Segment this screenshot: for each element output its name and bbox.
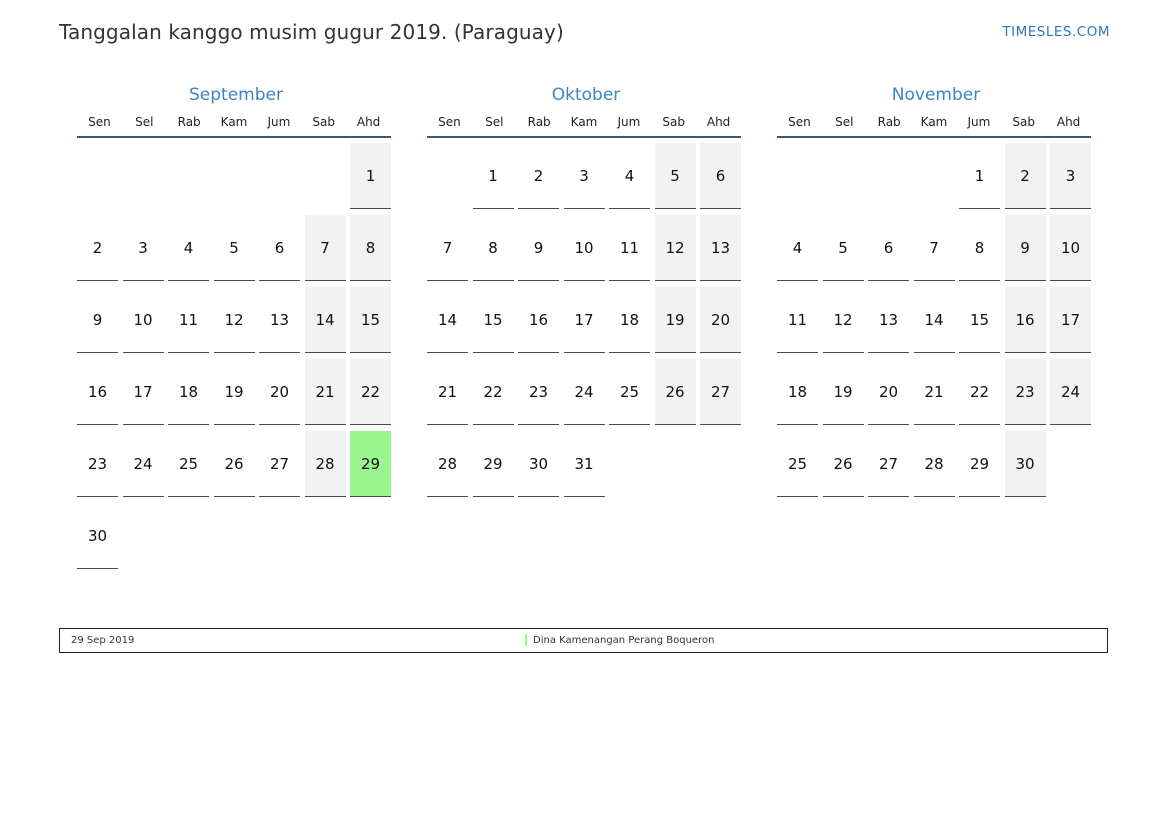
month-title: Oktober [551, 85, 621, 105]
weekday-label: Kam [920, 115, 948, 129]
day-cell: 14 [305, 287, 346, 353]
month-september [77, 84, 395, 569]
day-cell: 28 [427, 431, 468, 497]
weekday-label: Kam [570, 115, 598, 129]
day-cell: 9 [1005, 215, 1046, 281]
day-cell: 25 [609, 359, 650, 425]
weekday-label: Kam [220, 115, 248, 129]
day-cell: 28 [914, 431, 955, 497]
day-cell: 1 [350, 143, 391, 209]
day-cell: 20 [259, 359, 300, 425]
page-title: Tanggalan kanggo musim gugur 2019. (Paraguay) [59, 20, 564, 44]
day-cell: 3 [123, 215, 164, 281]
empty-cell [914, 143, 955, 209]
empty-cell [427, 143, 468, 209]
day-cell: 10 [1050, 215, 1091, 281]
empty-cell [77, 143, 118, 209]
day-cell: 16 [77, 359, 118, 425]
empty-cell [123, 143, 164, 209]
day-cell: 19 [823, 359, 864, 425]
day-grid [77, 143, 395, 569]
empty-cell [305, 143, 346, 209]
weekday-header [427, 114, 741, 138]
day-cell: 7 [914, 215, 955, 281]
day-cell: 24 [1050, 359, 1091, 425]
day-cell: 8 [473, 215, 514, 281]
day-cell: 29 [473, 431, 514, 497]
day-cell: 31 [564, 431, 605, 497]
day-cell: 26 [655, 359, 696, 425]
day-cell: 6 [868, 215, 909, 281]
day-grid [427, 143, 745, 497]
day-cell: 24 [123, 431, 164, 497]
weekday-label: Sen [788, 115, 811, 129]
day-cell: 22 [350, 359, 391, 425]
weekday-label: Sen [438, 115, 461, 129]
day-cell: 12 [214, 287, 255, 353]
month-title: September [189, 85, 283, 105]
day-cell: 10 [123, 287, 164, 353]
day-cell: 6 [700, 143, 741, 209]
day-cell: 2 [518, 143, 559, 209]
day-cell: 2 [1005, 143, 1046, 209]
day-cell: 17 [123, 359, 164, 425]
empty-cell [823, 143, 864, 209]
month-november [777, 84, 1095, 497]
day-cell: 10 [564, 215, 605, 281]
day-cell: 8 [959, 215, 1000, 281]
day-cell: 18 [168, 359, 209, 425]
day-cell: 11 [168, 287, 209, 353]
day-cell: 12 [655, 215, 696, 281]
day-grid [777, 143, 1095, 497]
day-cell: 21 [427, 359, 468, 425]
empty-cell [214, 143, 255, 209]
month-title: November [891, 85, 981, 105]
day-cell: 30 [1005, 431, 1046, 497]
empty-cell [259, 143, 300, 209]
day-cell: 9 [518, 215, 559, 281]
day-cell: 13 [868, 287, 909, 353]
legend-date: 29 Sep 2019 [71, 635, 135, 646]
day-cell: 13 [700, 215, 741, 281]
day-cell: 6 [259, 215, 300, 281]
weekday-label: Sab [312, 115, 336, 129]
empty-cell [777, 143, 818, 209]
day-cell: 3 [564, 143, 605, 209]
day-cell: 26 [823, 431, 864, 497]
day-cell: 2 [77, 215, 118, 281]
weekday-label: Sab [662, 115, 686, 129]
day-cell: 25 [777, 431, 818, 497]
weekday-label: Rab [177, 115, 201, 129]
day-cell: 8 [350, 215, 391, 281]
day-cell: 29 [959, 431, 1000, 497]
day-cell: 19 [214, 359, 255, 425]
day-cell: 27 [868, 431, 909, 497]
day-cell: 13 [259, 287, 300, 353]
day-cell: 11 [777, 287, 818, 353]
holiday-legend [59, 628, 1108, 653]
weekday-label: Ahd [356, 115, 381, 129]
weekday-label: Sen [88, 115, 111, 129]
day-cell: 20 [868, 359, 909, 425]
day-cell: 4 [777, 215, 818, 281]
day-cell: 23 [1005, 359, 1046, 425]
weekday-label: Jum [617, 115, 641, 129]
day-cell: 18 [609, 287, 650, 353]
day-cell: 7 [427, 215, 468, 281]
day-cell: 5 [655, 143, 696, 209]
weekday-header [777, 114, 1091, 138]
empty-cell [168, 143, 209, 209]
month-oktober [427, 84, 745, 497]
day-cell: 30 [77, 503, 118, 569]
day-cell: 24 [564, 359, 605, 425]
empty-cell [868, 143, 909, 209]
day-cell: 22 [473, 359, 514, 425]
day-cell: 5 [214, 215, 255, 281]
day-cell: 23 [77, 431, 118, 497]
day-cell: 18 [777, 359, 818, 425]
weekday-label: Sel [835, 115, 854, 129]
day-cell: 5 [823, 215, 864, 281]
weekday-label: Rab [527, 115, 551, 129]
day-cell: 16 [518, 287, 559, 353]
day-cell: 17 [564, 287, 605, 353]
day-cell: 12 [823, 287, 864, 353]
day-cell: 28 [305, 431, 346, 497]
weekday-label: Ahd [1056, 115, 1081, 129]
weekday-label: Sab [1012, 115, 1036, 129]
day-cell: 3 [1050, 143, 1091, 209]
day-cell: 11 [609, 215, 650, 281]
weekday-label: Rab [877, 115, 901, 129]
day-cell: 27 [259, 431, 300, 497]
day-cell: 15 [473, 287, 514, 353]
day-cell: 19 [655, 287, 696, 353]
day-cell: 20 [700, 287, 741, 353]
day-cell: 14 [914, 287, 955, 353]
weekday-header [77, 114, 391, 138]
weekday-label: Sel [135, 115, 154, 129]
legend-color-marker [525, 634, 527, 646]
weekday-label: Jum [967, 115, 991, 129]
day-cell: 16 [1005, 287, 1046, 353]
weekday-label: Jum [267, 115, 291, 129]
holiday-day-cell: 29 [350, 431, 391, 497]
legend-holiday-name: Dina Kamenangan Perang Boqueron [533, 635, 715, 646]
day-cell: 15 [350, 287, 391, 353]
day-cell: 9 [77, 287, 118, 353]
day-cell: 14 [427, 287, 468, 353]
day-cell: 21 [305, 359, 346, 425]
day-cell: 7 [305, 215, 346, 281]
day-cell: 30 [518, 431, 559, 497]
day-cell: 27 [700, 359, 741, 425]
weekday-label: Sel [485, 115, 504, 129]
day-cell: 1 [473, 143, 514, 209]
day-cell: 1 [959, 143, 1000, 209]
day-cell: 4 [168, 215, 209, 281]
day-cell: 23 [518, 359, 559, 425]
day-cell: 21 [914, 359, 955, 425]
day-cell: 26 [214, 431, 255, 497]
day-cell: 22 [959, 359, 1000, 425]
day-cell: 17 [1050, 287, 1091, 353]
brand-link[interactable]: TIMESLES.COM [1002, 24, 1110, 40]
day-cell: 15 [959, 287, 1000, 353]
day-cell: 4 [609, 143, 650, 209]
day-cell: 25 [168, 431, 209, 497]
weekday-label: Ahd [706, 115, 731, 129]
